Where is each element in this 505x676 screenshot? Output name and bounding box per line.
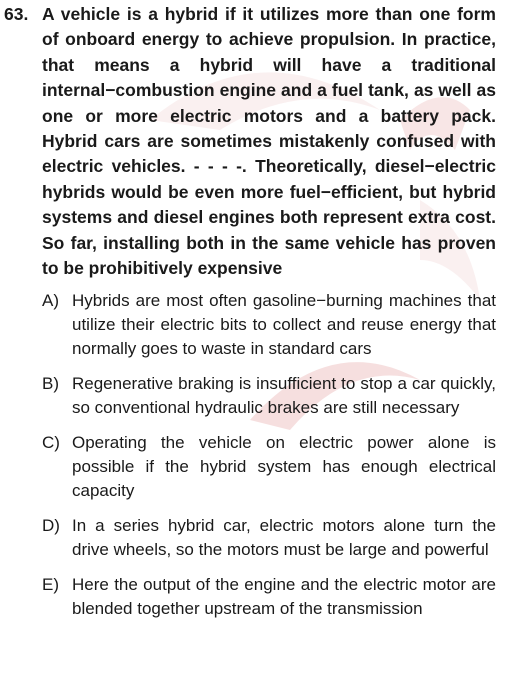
option-text: In a series hybrid car, electric motors alone turn the drive wheels, so the motors must be large and powerful (72, 516, 496, 560)
option-letter: C) (42, 433, 60, 453)
option-letter: E) (42, 575, 59, 595)
option-letter: A) (42, 291, 59, 311)
option-text: Here the output of the engine and the electric motor are blended together upstream of the transmission (72, 575, 496, 619)
option-letter: B) (42, 374, 59, 394)
option-e[interactable] (42, 573, 496, 621)
option-b[interactable] (42, 372, 496, 420)
question-number: 63. (4, 4, 29, 24)
option-d[interactable] (42, 514, 496, 562)
option-a[interactable] (42, 289, 496, 361)
answer-options (0, 289, 496, 621)
question-header (0, 2, 496, 281)
question-stem: A vehicle is a hybrid if it utilizes more than one form of onboard energy to achieve propulsion. In practice, that means a hybrid will have a traditional internal−combustion engine and a fuel tank, as well as one or more electric motors and a battery pack. Hybrid cars are sometimes mistakenly confused with electric vehicles. - - - -. Theoretically, diesel−electric hybrids would be even more fuel−efficient, but hybrid systems and diesel engines both represent extra cost. So far, installing both in the same vehicle has proven to be prohibitively expensive (42, 4, 496, 279)
question-block (0, 2, 496, 632)
option-letter: D) (42, 516, 60, 536)
option-text: Operating the vehicle on electric power alone is possible if the hybrid system has enough electrical capacity (72, 433, 496, 501)
option-text: Hybrids are most often gasoline−burning machines that utilize their electric bits to collect and reuse energy that normally goes to waste in standard cars (72, 291, 496, 359)
option-text: Regenerative braking is insufficient to stop a car quickly, so conventional hydraulic brakes are still necessary (72, 374, 496, 418)
option-c[interactable] (42, 431, 496, 503)
